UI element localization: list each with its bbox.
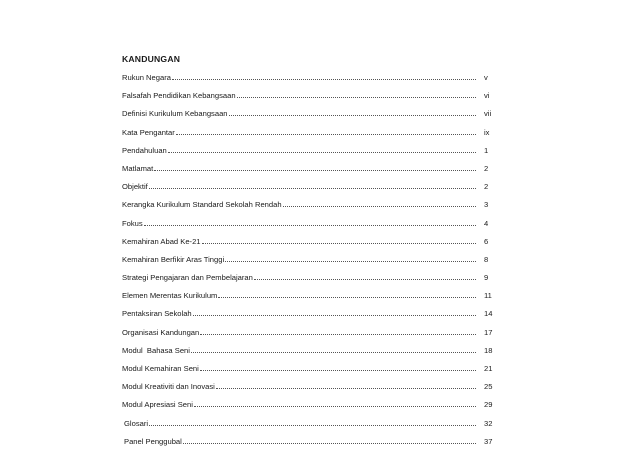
toc-entry-label: Pendahuluan — [122, 145, 167, 155]
dot-leader — [168, 144, 476, 153]
toc-entry-page: 2 — [484, 182, 489, 192]
toc-entry-label: Rukun Negara — [122, 73, 171, 82]
toc-entry-label: Definisi Kurikulum Kebangsaan — [122, 109, 228, 119]
toc-heading: KANDUNGAN — [122, 54, 181, 64]
toc-entry — [122, 160, 502, 178]
toc-entry-label: Kata Pengantar — [122, 127, 175, 137]
toc-entry-page: 37 — [484, 436, 493, 446]
dot-leader — [149, 417, 476, 426]
toc-entry — [122, 142, 502, 160]
toc-entry-page: 3 — [484, 200, 489, 210]
toc-entry — [122, 415, 502, 433]
toc-entry-page: 11 — [484, 291, 492, 301]
toc-entry — [122, 251, 502, 269]
toc-entry-page: v — [484, 73, 488, 82]
dot-leader — [283, 198, 476, 207]
toc-entry — [122, 178, 502, 196]
dot-leader — [225, 253, 476, 262]
dot-leader — [183, 435, 476, 444]
toc-entry-page: 25 — [484, 382, 493, 392]
dot-leader — [194, 398, 476, 407]
dot-leader — [202, 235, 476, 244]
toc-entry-label: Modul Kreativiti dan Inovasi — [122, 382, 215, 392]
toc-entry — [122, 196, 502, 214]
toc-entry — [122, 233, 502, 251]
toc-entry-label: Glosari — [124, 418, 149, 428]
table-of-contents — [122, 52, 502, 451]
dot-leader — [193, 307, 476, 316]
dot-leader — [218, 289, 476, 298]
toc-entry — [122, 124, 502, 142]
dot-leader — [176, 126, 476, 135]
toc-entry-label: Matlamat — [122, 163, 154, 173]
toc-entry-page: 6 — [484, 236, 489, 246]
toc-entry-label: Kerangka Kurikulum Standard Sekolah Rendah — [122, 200, 282, 210]
dot-leader — [200, 362, 476, 371]
toc-entry-label: Elemen Merentas Kurikulum — [122, 291, 218, 301]
toc-entry-page: 14 — [484, 309, 493, 319]
toc-entry — [122, 305, 502, 323]
dot-leader — [237, 89, 476, 98]
toc-entry — [122, 87, 502, 105]
toc-entry-page: 8 — [484, 254, 489, 264]
toc-entry — [122, 324, 502, 342]
toc-entry-page: 29 — [484, 400, 493, 410]
toc-entry-label: Kemahiran Abad Ke-21 — [122, 236, 201, 246]
toc-entry — [122, 105, 502, 123]
toc-entry — [122, 287, 502, 305]
toc-entry — [122, 69, 502, 87]
dot-leader — [144, 217, 476, 226]
toc-entry-page: 2 — [484, 163, 489, 173]
dot-leader — [200, 326, 476, 335]
toc-entry-label: Modul Apresiasi Seni — [122, 400, 193, 410]
dot-leader — [172, 71, 476, 80]
toc-entry-label: Fokus — [122, 218, 143, 228]
toc-entry-page: 21 — [484, 364, 493, 373]
dot-leader — [149, 180, 476, 189]
dot-leader — [191, 344, 476, 353]
toc-entry-page: 17 — [484, 327, 493, 337]
toc-entry — [122, 360, 502, 378]
toc-entry-label: Panel Penggubal — [124, 436, 182, 446]
toc-entry-label: Pentaksiran Sekolah — [122, 309, 192, 319]
toc-entry-label: Objektif — [122, 182, 148, 192]
toc-entry-page: 18 — [484, 345, 493, 355]
toc-entry-label: Modul Kemahiran Seni — [122, 364, 199, 373]
toc-entry-page: 32 — [484, 418, 493, 428]
toc-entry-label: Modul Bahasa Seni — [122, 345, 190, 355]
toc-entry-label: Falsafah Pendidikan Kebangsaan — [122, 91, 236, 101]
toc-entry — [122, 269, 502, 287]
toc-entry-page: 4 — [484, 218, 489, 228]
toc-entry-page: 9 — [484, 273, 489, 283]
dot-leader — [229, 107, 476, 116]
toc-entry-page: vi — [484, 91, 490, 101]
toc-entry-page: 1 — [484, 145, 489, 155]
toc-entry — [122, 342, 502, 360]
dot-leader — [154, 162, 476, 171]
toc-entry-label: Strategi Pengajaran dan Pembelajaran — [122, 273, 253, 283]
toc-entry-label: Kemahiran Berfikir Aras Tinggi — [122, 254, 225, 264]
toc-entry-label: Organisasi Kandungan — [122, 327, 200, 337]
toc-entry — [122, 396, 502, 414]
toc-entry — [122, 215, 502, 233]
dot-leader — [254, 271, 476, 280]
dot-leader — [216, 380, 476, 389]
toc-entry — [122, 433, 502, 451]
toc-entry-page: ix — [484, 127, 490, 137]
toc-entry-page: vii — [484, 109, 492, 119]
toc-entry — [122, 378, 502, 396]
